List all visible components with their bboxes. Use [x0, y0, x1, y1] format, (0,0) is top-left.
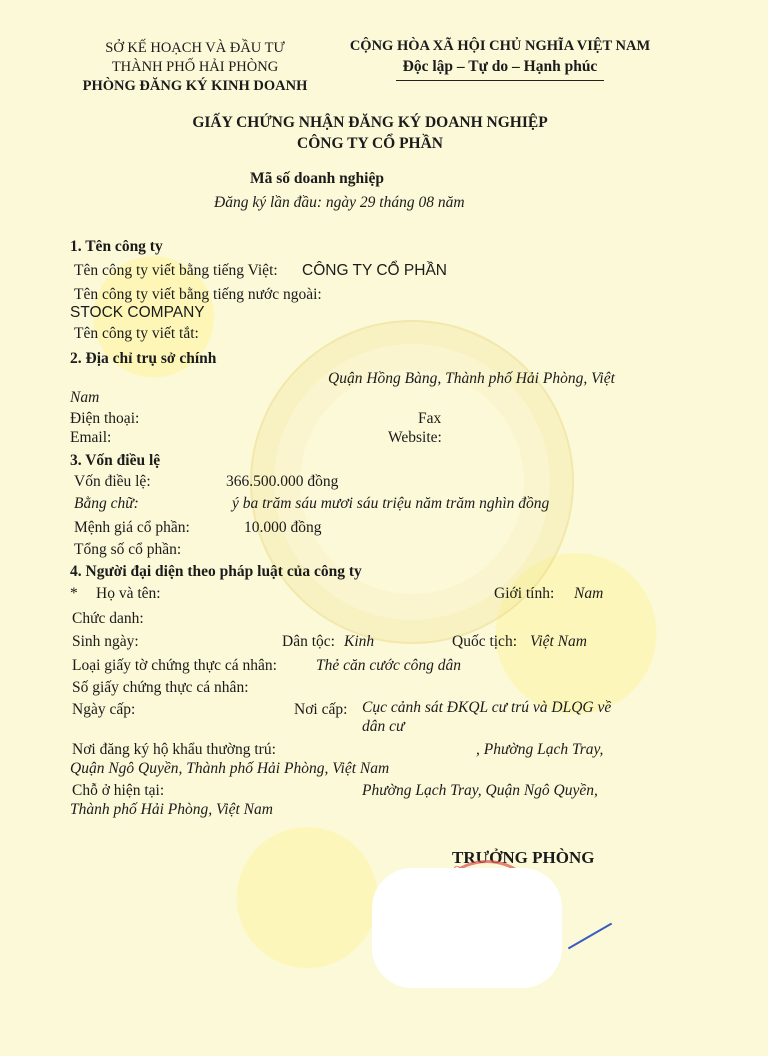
signer-title: TRƯỞNG PHÒNG — [452, 848, 595, 867]
redacted-signature — [372, 868, 562, 988]
signature-stroke — [568, 923, 612, 950]
capital-value: 366.500.000 đồng — [226, 473, 339, 490]
residence-line1: , Phường Lạch Tray, — [476, 741, 604, 758]
residence-line2: Quận Ngô Quyền, Thành phố Hải Phòng, Việt Nam — [70, 760, 390, 777]
total-shares-label: Tổng số cổ phần: — [74, 541, 182, 558]
agency-line2: THÀNH PHỐ HẢI PHÒNG — [111, 59, 279, 75]
bullet-star: * — [70, 585, 78, 602]
rep-name-label: Họ và tên: — [96, 585, 161, 602]
dob-label: Sinh ngày: — [72, 633, 139, 650]
id-type-label: Loại giấy tờ chứng thực cá nhân: — [72, 657, 277, 674]
document-subtitle: CÔNG TY CỔ PHẦN — [297, 135, 443, 152]
id-number-label: Số giấy chứng thực cá nhân: — [72, 679, 249, 696]
vn-name-label: Tên công ty viết bằng tiếng Việt: — [74, 262, 278, 279]
capital-words-value: ý ba trăm sáu mươi sáu triệu năm trăm nghìn đồng — [232, 495, 550, 512]
section4-heading: 4. Người đại diện theo pháp luật của công ty — [70, 563, 362, 580]
current-address-label: Chỗ ở hiện tại: — [72, 782, 165, 799]
position-label: Chức danh: — [72, 610, 144, 627]
capital-words-label: Bằng chữ: — [74, 495, 139, 512]
capital-label: Vốn điều lệ: — [74, 473, 151, 490]
issue-place-line2: dân cư — [362, 718, 405, 735]
par-value-label: Mệnh giá cổ phần: — [74, 519, 190, 536]
email-label: Email: — [70, 429, 112, 446]
current-address-line2: Thành phố Hải Phòng, Việt Nam — [70, 801, 273, 818]
gender-label: Giới tính: — [494, 585, 555, 602]
id-type-value: Thẻ căn cước công dân — [316, 657, 461, 674]
fax-label: Fax — [418, 410, 442, 427]
nation-motto: Độc lập – Tự do – Hạnh phúc — [402, 58, 598, 75]
section1-heading: 1. Tên công ty — [70, 238, 163, 255]
issue-date-label: Ngày cấp: — [72, 701, 136, 718]
issue-place-line1: Cục cảnh sát ĐKQL cư trú và DLQG về — [362, 699, 612, 716]
section2-heading: 2. Địa chỉ trụ sở chính — [70, 350, 217, 367]
nationality-value: Việt Nam — [530, 633, 587, 650]
phone-label: Điện thoại: — [70, 410, 140, 427]
website-label: Website: — [388, 429, 442, 446]
residence-label: Nơi đăng ký hộ khẩu thường trú: — [72, 741, 276, 758]
ethnic-label: Dân tộc: — [282, 633, 335, 650]
enterprise-code-label: Mã số doanh nghiệp — [250, 170, 384, 187]
foreign-name-value: STOCK COMPANY — [70, 304, 205, 321]
abbr-name-label: Tên công ty viết tắt: — [74, 325, 199, 342]
par-value: 10.000 đồng — [244, 519, 322, 536]
agency-line3: PHÒNG ĐĂNG KÝ KINH DOANH — [82, 78, 308, 94]
motto-underline — [396, 80, 604, 81]
section3-heading: 3. Vốn điều lệ — [70, 452, 161, 469]
ethnic-value: Kinh — [344, 633, 375, 650]
address-line1: Quận Hồng Bàng, Thành phố Hải Phòng, Việt — [328, 370, 615, 387]
foreign-name-label: Tên công ty viết bằng tiếng nước ngoài: — [74, 286, 322, 303]
gender-value: Nam — [574, 585, 604, 602]
first-registration: Đăng ký lần đầu: ngày 29 tháng 08 năm — [214, 194, 465, 211]
nation-title: CỘNG HÒA XÃ HỘI CHỦ NGHĨA VIỆT NAM — [349, 38, 651, 54]
vn-name-value: CÔNG TY CỔ PHẦN — [302, 262, 447, 279]
agency-line1: SỞ KẾ HOẠCH VÀ ĐẦU TƯ — [105, 40, 285, 56]
nationality-label: Quốc tịch: — [452, 633, 517, 650]
address-line2: Nam — [70, 389, 100, 406]
issue-place-label: Nơi cấp: — [294, 701, 348, 718]
current-address-line1: Phường Lạch Tray, Quận Ngô Quyền, — [362, 782, 598, 799]
document-title: GIẤY CHỨNG NHẬN ĐĂNG KÝ DOANH NGHIỆP — [192, 114, 548, 131]
